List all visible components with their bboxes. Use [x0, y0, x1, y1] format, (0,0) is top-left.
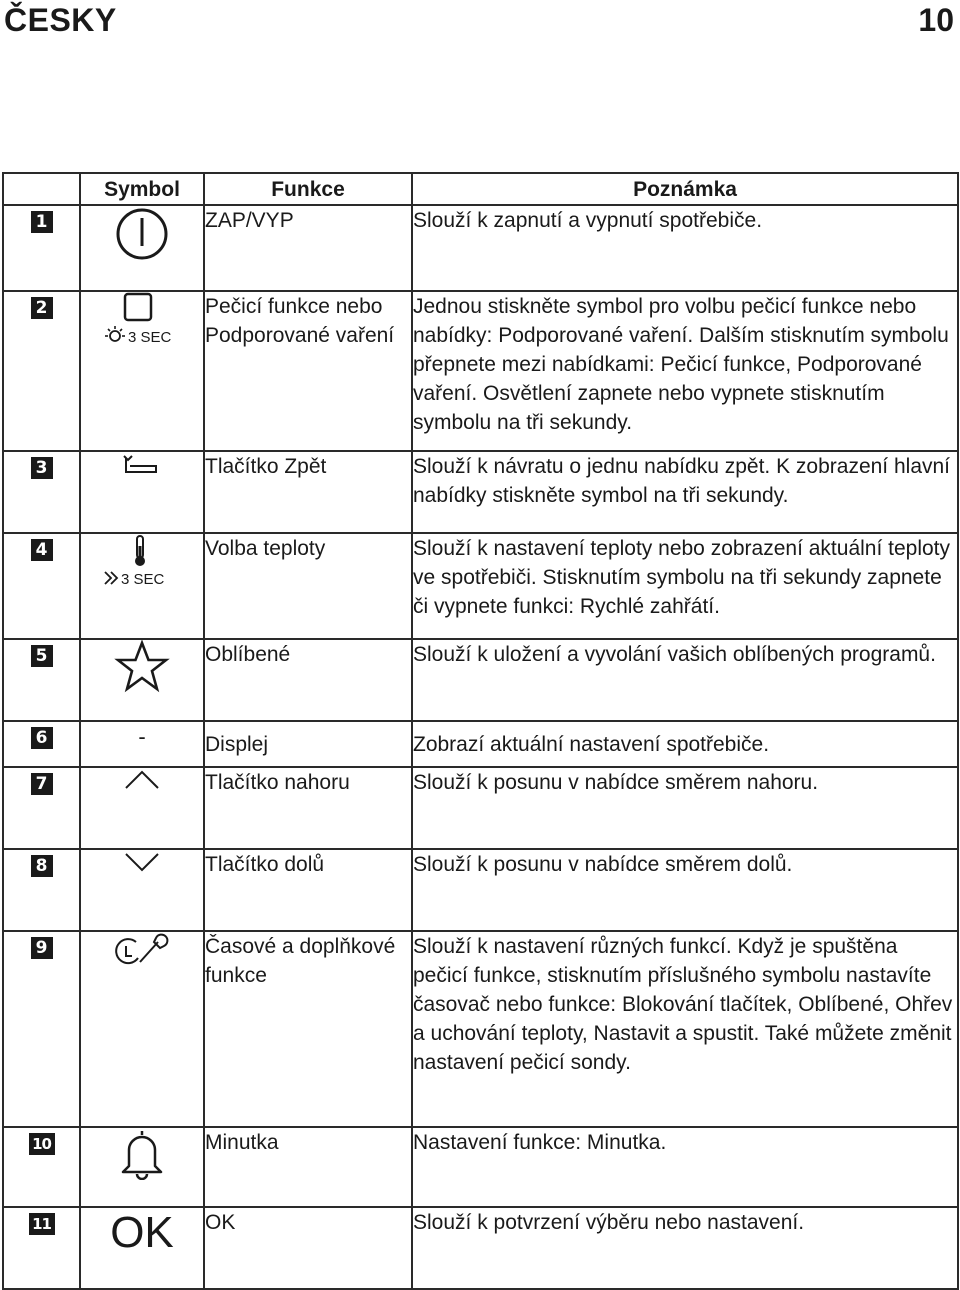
- table-row: [3, 639, 958, 721]
- header-note: Poznámka: [412, 173, 958, 205]
- note-cell: Nastavení funkce: Minutka.: [412, 1127, 958, 1207]
- row-number-badge: 9: [31, 937, 53, 959]
- row-number-badge: 2: [31, 297, 53, 319]
- function-cell: Tlačítko nahoru: [204, 767, 412, 849]
- thermometer-icon: [97, 534, 187, 592]
- function-cell: Minutka: [204, 1127, 412, 1207]
- function-cell: Časové a doplňkové funkce: [204, 931, 412, 1127]
- row-number-cell: [3, 533, 80, 639]
- back-icon: [122, 452, 162, 480]
- row-number-cell: [3, 849, 80, 931]
- function-cell: Tlačítko dolů: [204, 849, 412, 931]
- note-cell: Slouží k potvrzení výběru nebo nastavení.: [412, 1207, 958, 1289]
- row-number-cell: [3, 205, 80, 291]
- note-cell: Slouží k zapnutí a vypnutí spotřebiče.: [412, 205, 958, 291]
- table-row: [3, 451, 958, 533]
- sec-label: 3 SEC: [121, 571, 165, 588]
- note-cell: Slouží k posunu v nabídce směrem nahoru.: [412, 767, 958, 849]
- note-cell: Slouží k návratu o jednu nabídku zpět. K zobrazení hlavní nabídky stiskněte symbol na tři sekundy.: [412, 451, 958, 533]
- symbol-cell: [80, 767, 204, 849]
- chevron-up-icon: [122, 768, 162, 792]
- symbol-cell: [80, 205, 204, 291]
- row-number-badge: 1: [31, 211, 53, 233]
- table-row: [3, 533, 958, 639]
- row-number-cell: [3, 767, 80, 849]
- table-row: [3, 1207, 958, 1289]
- row-number-badge: 7: [31, 773, 53, 795]
- table-row: [3, 205, 958, 291]
- power-icon: [114, 206, 170, 262]
- row-number-badge: 5: [31, 645, 53, 667]
- symbol-cell: -: [80, 721, 204, 767]
- symbol-cell: [80, 1127, 204, 1207]
- header-num-cell: [3, 173, 80, 205]
- note-cell: Slouží k uložení a vyvolání vašich oblíbených programů.: [412, 639, 958, 721]
- table-row: [3, 291, 958, 451]
- cooking-function-icon: [97, 292, 187, 348]
- note-cell: Slouží k posunu v nabídce směrem dolů.: [412, 849, 958, 931]
- function-cell: Oblíbené: [204, 639, 412, 721]
- row-number-cell: [3, 931, 80, 1127]
- row-number-badge: 8: [31, 855, 53, 877]
- row-number-cell: [3, 721, 80, 767]
- table-header-row: [3, 173, 958, 205]
- page-number: 10: [918, 2, 954, 38]
- header-symbol: Symbol: [80, 173, 204, 205]
- row-number-cell: [3, 291, 80, 451]
- function-cell: Pečicí funkce nebo Podporované vaření: [204, 291, 412, 451]
- table-row: [3, 1127, 958, 1207]
- row-number-cell: [3, 1207, 80, 1289]
- note-cell: Zobrazí aktuální nastavení spotřebiče.: [412, 721, 958, 767]
- symbol-cell: [80, 291, 204, 451]
- table-row: [3, 721, 958, 767]
- row-number-badge: 4: [31, 539, 53, 561]
- sec-label: 3 SEC: [128, 329, 172, 346]
- function-cell: ZAP/VYP: [204, 205, 412, 291]
- header-function: Funkce: [204, 173, 412, 205]
- star-icon: [114, 640, 170, 694]
- note-cell: Jednou stiskněte symbol pro volbu pečicí funkce nebo nabídky: Podporované vaření. Dalším stisknutím symbolu přepnete mezi nabídkami: Pečicí funkce, Podporované vaření. Osvětlení zapnete nebo vypnete stisknutím symbolu na tři sekundy.: [412, 291, 958, 451]
- clock-tools-icon: [112, 932, 172, 972]
- bell-icon: [117, 1128, 167, 1180]
- note-cell: Slouží k nastavení různých funkcí. Když je spuštěna pečicí funkce, stisknutím příslušného symbolu nastavíte časovač nebo funkce: Blokování tlačítek, Oblíbené, Ohřev a uchování teploty, Nastavit a spustit. Také můžete změnit nastavení pečicí sondy.: [412, 931, 958, 1127]
- symbol-cell: [80, 849, 204, 931]
- table-row: [3, 849, 958, 931]
- language-heading: ČESKY: [4, 2, 117, 38]
- function-cell: OK: [204, 1207, 412, 1289]
- function-cell: Tlačítko Zpět: [204, 451, 412, 533]
- row-number-badge: 10: [29, 1133, 55, 1155]
- table-row: [3, 767, 958, 849]
- row-number-badge: 3: [31, 457, 53, 479]
- row-number-cell: [3, 451, 80, 533]
- row-number-cell: [3, 639, 80, 721]
- symbol-cell: [80, 639, 204, 721]
- row-number-badge: 6: [31, 727, 53, 749]
- symbol-cell: [80, 451, 204, 533]
- chevron-down-icon: [122, 850, 162, 874]
- row-number-cell: [3, 1127, 80, 1207]
- symbol-cell: [80, 931, 204, 1127]
- function-cell: Displej: [204, 721, 412, 767]
- function-cell: Volba teploty: [204, 533, 412, 639]
- symbol-table: [2, 172, 959, 1290]
- note-cell: Slouží k nastavení teploty nebo zobrazení aktuální teploty ve spotřebiči. Stisknutím symbolu na tři sekundy zapnete či vypnete funkci: Rychlé zahřátí.: [412, 533, 958, 639]
- symbol-cell: [80, 533, 204, 639]
- row-number-badge: 11: [29, 1213, 55, 1235]
- ok-symbol: OK: [80, 1207, 204, 1289]
- table-row: [3, 931, 958, 1127]
